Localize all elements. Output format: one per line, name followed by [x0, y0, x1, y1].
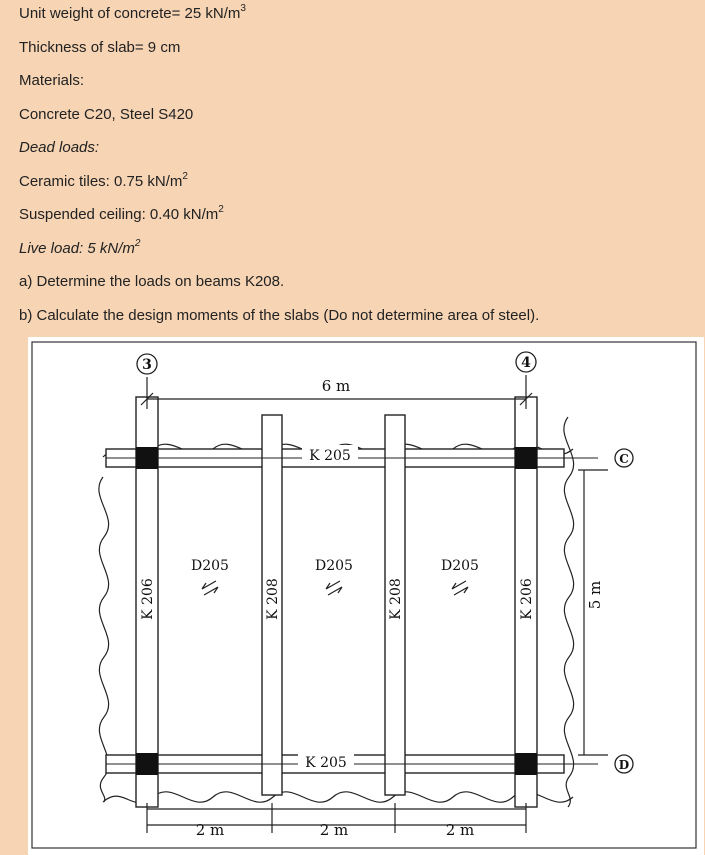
beam-mid-1-label: K 208	[265, 578, 281, 620]
axis-label-c: C	[619, 452, 629, 466]
ceramic-tiles-line: Ceramic tiles: 0.75 $kN/m^2$	[19, 171, 188, 190]
dimension-bay-3-label: 2 m	[445, 821, 475, 839]
axis-label-4: 4	[521, 355, 531, 371]
column-4d	[515, 753, 537, 775]
suspended-ceiling-line: Suspended ceiling: 0.40 $kN/m^2$	[19, 204, 224, 223]
dimension-bay-1-label: 2 m	[195, 821, 225, 839]
materials-line: Concrete C20, Steel S420	[19, 106, 194, 123]
slab-3-label: D205	[441, 558, 479, 574]
live-load-line: Live load: 5 $kN/m^2$	[19, 238, 141, 257]
dimension-span-label: 5 m	[586, 580, 604, 610]
dimension-total-label: 6 m	[321, 377, 351, 395]
beam-mid-2-label: K 208	[388, 578, 404, 620]
slab-thickness-line: Thickness of slab= 9 cm	[19, 39, 181, 56]
column-3c	[136, 447, 158, 469]
beam-left-label: K 206	[140, 578, 156, 620]
question-a: a) Determine the loads on beams K208.	[19, 273, 285, 290]
unit-weight-line: Unit weight of concrete= 25 $kN/m^3$	[19, 3, 246, 22]
beam-right-label: K 206	[519, 578, 535, 620]
beam-top-label: K 205	[309, 448, 351, 464]
column-3d	[136, 753, 158, 775]
axis-label-3: 3	[142, 357, 152, 373]
column-4c	[515, 447, 537, 469]
dimension-bay-2-label: 2 m	[319, 821, 349, 839]
question-b: b) Calculate the design moments of the slabs (Do not determine area of steel).	[19, 307, 540, 324]
floor-plan-drawing	[28, 337, 704, 855]
beam-bottom-label: K 205	[305, 755, 347, 771]
materials-heading: Materials:	[19, 72, 85, 89]
slab-2-label: D205	[315, 558, 353, 574]
dead-loads-heading: Dead loads:	[19, 139, 100, 156]
slab-1-label: D205	[191, 558, 229, 574]
axis-label-d: D	[618, 758, 630, 772]
